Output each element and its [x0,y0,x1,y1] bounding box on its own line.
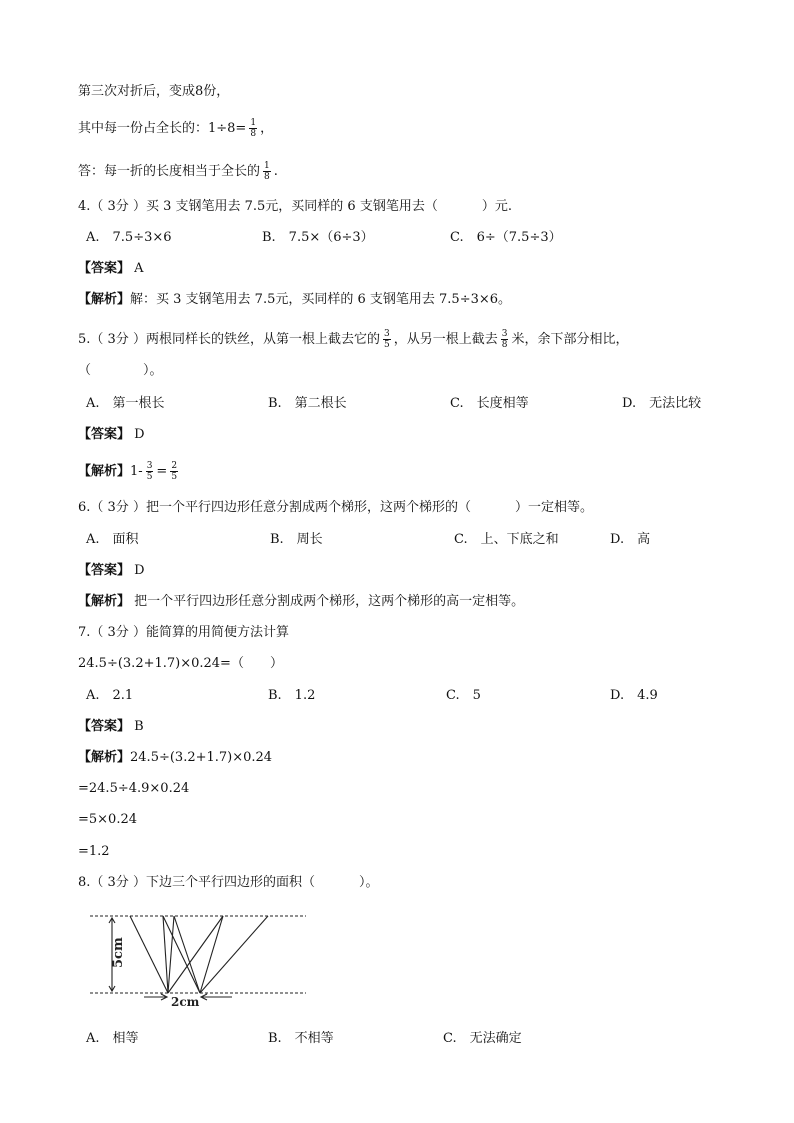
fraction-denominator: 5 [171,472,178,482]
q5-option-b: B. 第二根长 [268,396,347,411]
q3-solution-line3 [78,161,278,182]
q6-stem [78,499,593,517]
q6-stem-text: 6.（ 3分 ）把一个平行四边形任意分割成两个梯形，这两个梯形的（ [78,500,471,515]
q5-stem-mid: ，从另一根上截去 [393,332,498,347]
q8-option-a: A. 相等 [86,1031,139,1046]
q5-option-c: C. 长度相等 [450,396,529,411]
q5-stem-text: 5.（ 3分 ）两根同样长的铁丝，从第一根上截去它的 [78,332,380,347]
analysis-equals: = [156,464,168,479]
q7-expression: 24.5÷(3.2+1.7)×0.24=（ ） [78,656,283,671]
q7-answer [78,718,144,736]
answer-value: D [134,427,145,442]
analysis-label: 【解析】 [78,594,131,609]
q7-stem: 7.（ 3分 ）能简算的用简便方法计算 [78,625,289,640]
analysis-label: 【解析】 [78,750,131,765]
analysis-text: 1- [130,464,143,479]
q8-stem-post: ）。 [358,875,379,890]
q4-answer [78,260,144,278]
q6-option-a: A. 面积 [86,532,139,547]
fraction-numerator: 3 [501,329,508,339]
q8-option-c: C. 无法确定 [443,1031,522,1046]
q6-analysis [78,593,524,611]
q3-line2-text: 其中每一份占全长的：1÷8= [78,121,247,136]
fraction-numerator: 2 [171,461,178,471]
fraction-denominator: 5 [146,472,153,482]
fraction-denominator: 8 [501,340,508,350]
q5-stem [78,329,628,350]
q5-stem-post: 米，余下部分相比， [511,332,629,347]
analysis-label: 【解析】 [78,464,131,479]
fraction [383,329,391,350]
fraction-denominator: 8 [264,172,270,182]
fraction-numerator: 1 [250,118,257,128]
q5-option-d: D. 无法比较 [622,396,702,411]
q3-solution-line2 [78,118,273,139]
q5-analysis [78,461,181,482]
q3-solution-line1 [78,83,229,101]
fraction [170,461,178,482]
q7-analysis-step2: =24.5÷4.9×0.24 [78,781,190,796]
q7-analysis-step3: =5×0.24 [78,812,138,827]
answer-label: 【答案】 [78,427,131,442]
q4-option-c: C. 6÷（7.5÷3） [450,230,562,245]
q7-option-d: D. 4.9 [610,688,658,703]
fraction [501,329,509,350]
q6-stem-post: ）一定相等。 [514,500,593,515]
q8-stem-text: 8.（ 3分 ）下边三个平行四边形的面积（ [78,875,315,890]
q5-option-a: A. 第一根长 [86,396,165,411]
answer-label: 【答案】 [78,261,131,276]
answer-label: 【答案】 [78,563,131,578]
q7-option-a: A. 2.1 [86,688,134,703]
answer-label: 【答案】 [78,719,131,734]
fraction [263,161,271,182]
fraction-denominator: 8 [250,129,257,139]
height-label: 5cm [111,937,126,968]
q3-line3-text: 答：每一折的长度相当于全长的 [78,164,261,179]
analysis-step: 24.5÷(3.2+1.7)×0.24 [130,750,273,765]
parallelograms-figure [88,906,312,1010]
answer-value: D [134,563,145,578]
fraction-numerator: 3 [383,329,390,339]
fraction-denominator: 5 [383,340,390,350]
q5-answer [78,426,145,444]
answer-value: A [134,261,144,276]
base-label: 2cm [171,995,200,1009]
q4-option-a: A. 7.5÷3×6 [86,230,172,245]
q7-analysis-step4: =1.2 [78,844,110,859]
q7-analysis [78,749,272,767]
analysis-label: 【解析】 [78,292,131,307]
q5-stem-line2: （ ）。 [78,363,163,378]
q6-answer [78,562,145,580]
q7-option-b: B. 1.2 [268,688,316,703]
answer-value: B [134,719,144,734]
analysis-text: 把一个平行四边形任意分割成两个梯形，这两个梯形的高一定相等。 [134,594,525,609]
q4-stem-post: ）元. [481,199,512,214]
q6-option-b: B. 周长 [270,532,323,547]
q3-line3-post: . [273,164,278,179]
q3-line1-text: 第三次对折后，变成8份， [78,84,230,99]
q3-line2-post: ， [260,121,274,136]
fraction [249,118,257,139]
q6-option-c: C. 上、下底之和 [454,532,559,547]
fraction-numerator: 1 [264,161,270,171]
q4-analysis [78,291,511,309]
analysis-text: 解：买 3 支钢笔用去 7.5元，买同样的 6 支钢笔用去 7.5÷3×6。 [130,292,512,307]
q6-option-d: D. 高 [610,532,651,547]
q7-option-c: C. 5 [446,688,481,703]
fraction-numerator: 3 [146,461,153,471]
q4-stem-text: 4.（ 3分 ）买 3 支钢笔用去 7.5元，买同样的 6 支钢笔用去（ [78,199,438,214]
q8-stem [78,874,378,892]
q8-option-b: B. 不相等 [268,1031,334,1046]
q4-option-b: B. 7.5×（6÷3） [262,230,374,245]
q4-stem [78,198,512,216]
fraction [146,461,154,482]
